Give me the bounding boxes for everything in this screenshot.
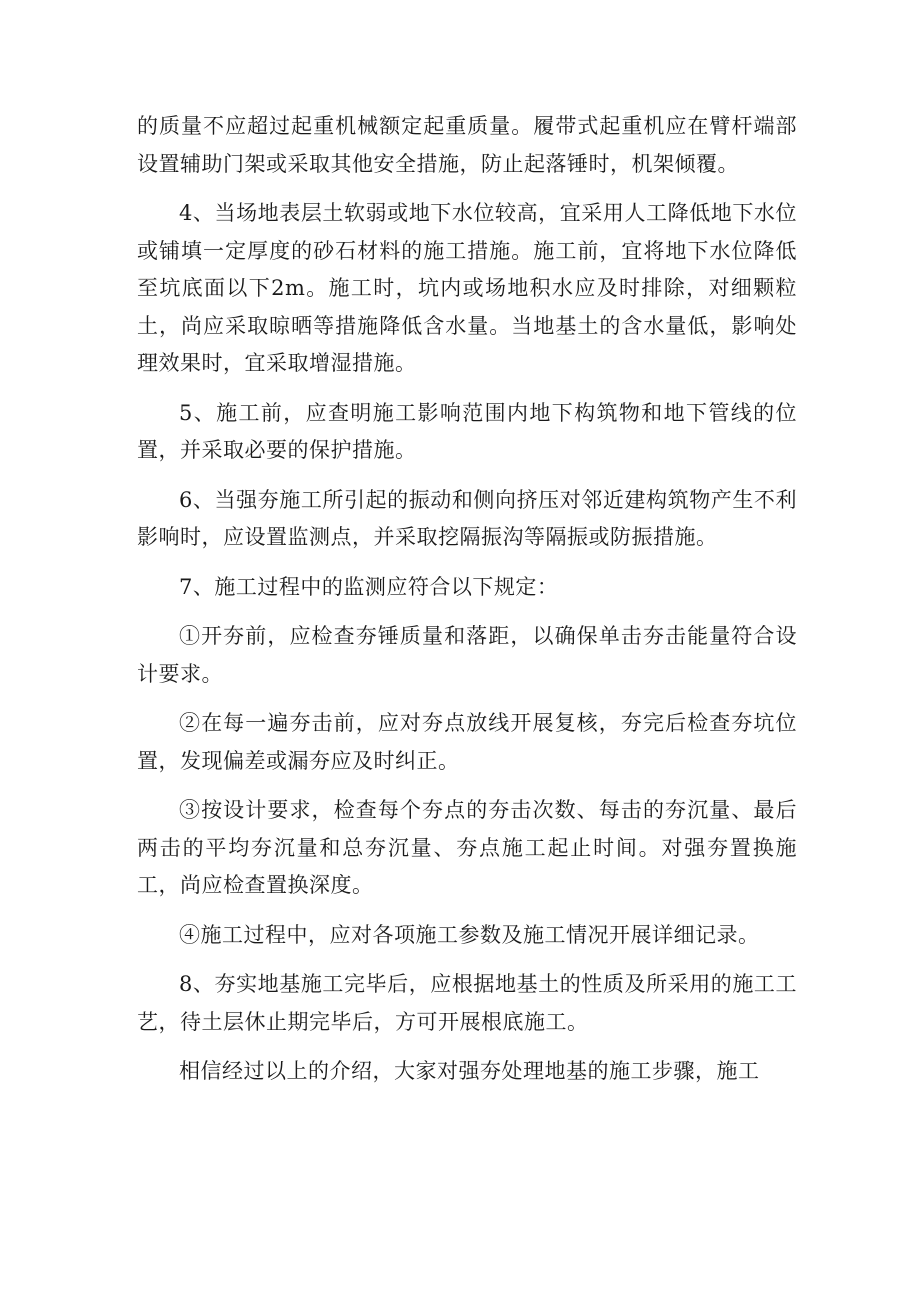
paragraph-sub-item-3: ③按设计要求，检查每个夯点的夯击次数、每击的夯沉量、最后两击的平均夯沉量和总夯沉量、夯点施工起止时间。对强夯置换施工，尚应检查置换深度。 (137, 798, 797, 897)
paragraph-sub-item-4: ④施工过程中，应对各项施工参数及施工情况开展详细记录。 (179, 922, 760, 947)
paragraph-item-8-completion: 8、夯实地基施工完毕后，应根据地基土的性质及所采用的施工工艺，待土层休止期完毕后，方可开展根底施工。 (137, 972, 797, 1034)
paragraph-crane-capacity: 的质量不应超过起重机械额定起重质量。履带式起重机应在臂杆端部设置辅助门架或采取其他安全措施，防止起落锤时，机架倾覆。 (137, 114, 797, 176)
paragraph-sub-item-2: ②在每一遍夯击前，应对夯点放线开展复核，夯完后检查夯坑位置，发现偏差或漏夯应及时纠正。 (137, 711, 797, 773)
document-body (137, 108, 797, 1103)
paragraph-item-7-monitoring: 7、施工过程中的监测应符合以下规定： (179, 574, 559, 599)
paragraph-item-4-groundwater: 4、当场地表层土软弱或地下水位较高，宜采用人工降低地下水位或铺填一定厚度的砂石材料的施工措施。施工前，宜将地下水位降低至坑底面以下2m。施工时，坑内或场地积水应及时排除，对细颗粒土，尚应采取晾晒等措施降低含水量。当地基土的含水量低，影响处理效果时，宜采取增湿措施。 (137, 201, 797, 375)
paragraph-sub-item-1: ①开夯前，应检查夯锤质量和落距，以确保单击夯击能量符合设计要求。 (137, 624, 797, 686)
paragraph-item-5-underground-facilities: 5、施工前，应查明施工影响范围内地下构筑物和地下管线的位置，并采取必要的保护措施。 (137, 400, 797, 462)
paragraph-conclusion: 相信经过以上的介绍，大家对强夯处理地基的施工步骤，施工 (179, 1059, 760, 1083)
paragraph-item-6-vibration: 6、当强夯施工所引起的振动和侧向挤压对邻近建构筑物产生不利影响时，应设置监测点，并采取挖隔振沟等隔振或防振措施。 (137, 487, 797, 549)
